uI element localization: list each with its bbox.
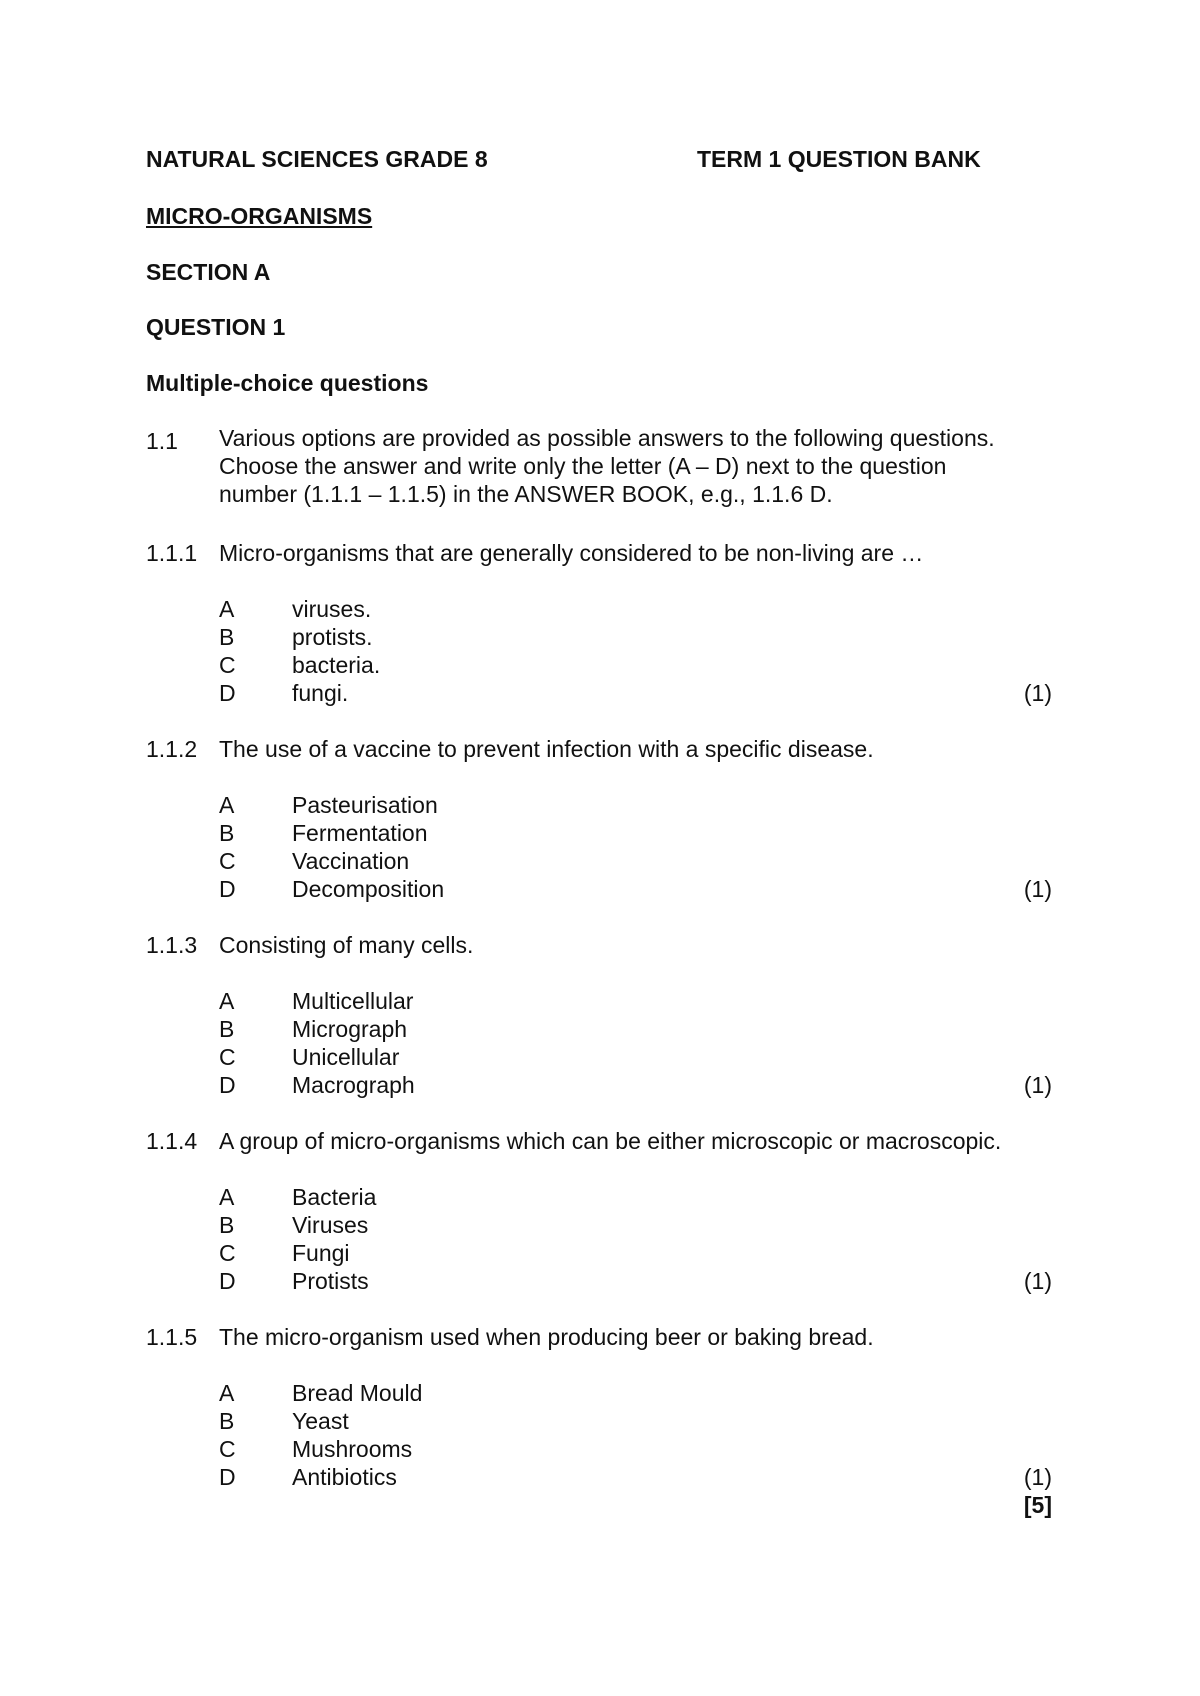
option-text: Pasteurisation [292, 792, 438, 818]
option-letter: A [219, 1380, 235, 1406]
question-number: 1.1.1 [146, 540, 198, 566]
option-text: Protists [292, 1268, 369, 1294]
question-number: 1.1.5 [146, 1324, 198, 1350]
option-text: Fermentation [292, 820, 428, 846]
option-letter: C [219, 1044, 236, 1070]
question-stem: The micro-organism used when producing beer or baking bread. [219, 1324, 874, 1350]
option-letters [219, 791, 236, 903]
option-text: Decomposition [292, 876, 445, 902]
section-title: SECTION A [146, 259, 271, 285]
option-text: Macrograph [292, 1072, 415, 1098]
option-letter: D [219, 680, 236, 706]
marks-label: (1) [1023, 1464, 1052, 1490]
option-letters [219, 1183, 236, 1295]
option-text: bacteria. [292, 652, 381, 678]
option-text: Vaccination [292, 848, 410, 874]
option-letter: D [219, 1268, 236, 1294]
question-stem: The use of a vaccine to prevent infection with a specific disease. [219, 736, 874, 762]
option-texts [292, 1183, 376, 1295]
question-stem: Micro-organisms that are generally considered to be non-living are … [219, 540, 924, 566]
total-marks: [5] [1023, 1492, 1052, 1518]
instruction-text [219, 424, 995, 508]
option-letter: B [219, 1016, 235, 1042]
instruction-number: 1.1 [146, 428, 178, 454]
option-letter: A [219, 988, 235, 1014]
instruction-line: number (1.1.1 – 1.1.5) in the ANSWER BOOK, e.g., 1.1.6 D. [219, 481, 833, 507]
question-title: QUESTION 1 [146, 314, 286, 340]
header-subject: NATURAL SCIENCES GRADE 8 [146, 146, 488, 172]
option-text: Bacteria [292, 1184, 377, 1210]
option-letters [219, 987, 236, 1099]
option-letter: B [219, 820, 235, 846]
option-letter: A [219, 792, 235, 818]
question-stem: A group of micro-organisms which can be either microscopic or macroscopic. [219, 1128, 1002, 1154]
option-letter: A [219, 1184, 235, 1210]
option-text: Micrograph [292, 1016, 408, 1042]
option-text: Multicellular [292, 988, 414, 1014]
option-letter: C [219, 1240, 236, 1266]
instruction-line: Various options are provided as possible answers to the following questions. [219, 425, 995, 451]
option-letter: D [219, 876, 236, 902]
marks-label: (1) [1023, 876, 1052, 902]
marks-label: (1) [1023, 1268, 1052, 1294]
option-letter: B [219, 1212, 235, 1238]
marks-label: (1) [1023, 1072, 1052, 1098]
option-text: Viruses [292, 1212, 369, 1238]
option-texts [292, 987, 415, 1099]
option-letter: A [219, 596, 235, 622]
option-letter: C [219, 848, 236, 874]
topic-title: MICRO-ORGANISMS [146, 203, 373, 229]
option-letter: D [219, 1464, 236, 1490]
option-text: Yeast [292, 1408, 349, 1434]
option-texts [292, 595, 380, 707]
option-texts [292, 791, 444, 903]
question-number: 1.1.3 [146, 932, 198, 958]
option-letter: C [219, 1436, 236, 1462]
option-text: Unicellular [292, 1044, 400, 1070]
option-letters [219, 595, 236, 707]
option-letter: B [219, 624, 235, 650]
option-letters [219, 1379, 236, 1491]
marks-label: (1) [1023, 680, 1052, 706]
option-letter: C [219, 652, 236, 678]
option-letter: D [219, 1072, 236, 1098]
option-text: Bread Mould [292, 1380, 423, 1406]
question-number: 1.1.2 [146, 736, 198, 762]
option-text: Mushrooms [292, 1436, 413, 1462]
option-text: viruses. [292, 596, 372, 622]
subheading: Multiple-choice questions [146, 370, 429, 396]
question-stem: Consisting of many cells. [219, 932, 474, 958]
instruction-line: Choose the answer and write only the letter (A – D) next to the question [219, 453, 947, 479]
option-text: protists. [292, 624, 373, 650]
option-text: Antibiotics [292, 1464, 397, 1490]
option-texts [292, 1379, 422, 1491]
option-letter: B [219, 1408, 235, 1434]
question-number: 1.1.4 [146, 1128, 198, 1154]
option-text: Fungi [292, 1240, 350, 1266]
header-term: TERM 1 QUESTION BANK [697, 146, 981, 172]
option-text: fungi. [292, 680, 349, 706]
